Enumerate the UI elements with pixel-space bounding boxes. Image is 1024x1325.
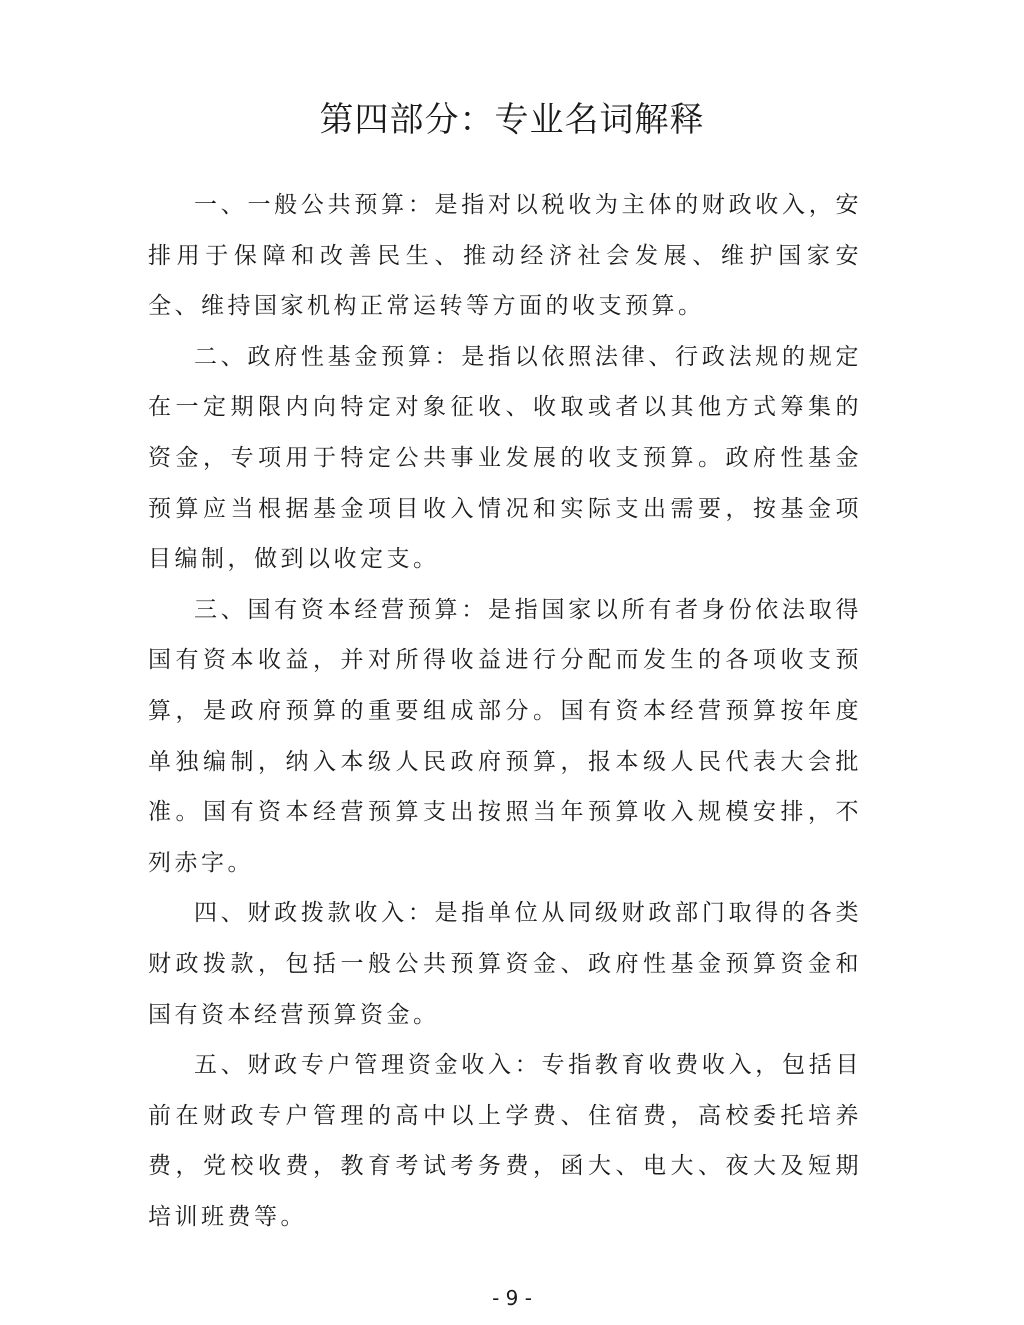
paragraph-government-fund-budget: 二、政府性基金预算：是指以依照法律、行政法规的规定在一定期限内向特定对象征收、收取或者以其他方式筹集的资金，专项用于特定公共事业发展的收支预算。政府性基金预算应当根据基金项目收入情况和实际支出需要，按基金项目编制，做到以收定支。 bbox=[148, 343, 862, 573]
paragraph-fiscal-appropriation-income: 四、财政拨款收入：是指单位从同级财政部门取得的各类财政拨款，包括一般公共预算资金、政府性基金预算资金和国有资本经营预算资金。 bbox=[148, 900, 862, 1028]
paragraph-special-account-income: 五、财政专户管理资金收入：专指教育收费收入，包括目前在财政专户管理的高中以上学费、住宿费，高校委托培养费，党校收费，教育考试考务费，函大、电大、夜大及短期培训班费等。 bbox=[148, 1052, 862, 1230]
paragraph-general-public-budget: 一、一般公共预算：是指对以税收为主体的财政收入，安排用于保障和改善民生、推动经济社会发展、维护国家安全、维持国家机构正常运转等方面的收支预算。 bbox=[148, 192, 862, 320]
document-body bbox=[148, 180, 862, 1242]
page-number: - 9 - bbox=[492, 1286, 532, 1310]
page-title: 第四部分：专业名词解释 bbox=[319, 100, 705, 140]
paragraph-state-capital-budget: 三、国有资本经营预算：是指国家以所有者身份依法取得国有资本收益，并对所得收益进行分配而发生的各项收支预算，是政府预算的重要组成部分。国有资本经营预算按年度单独编制，纳入本级人民政府预算，报本级人民代表大会批准。国有资本经营预算支出按照当年预算收入规模安排，不列赤字。 bbox=[148, 596, 862, 876]
